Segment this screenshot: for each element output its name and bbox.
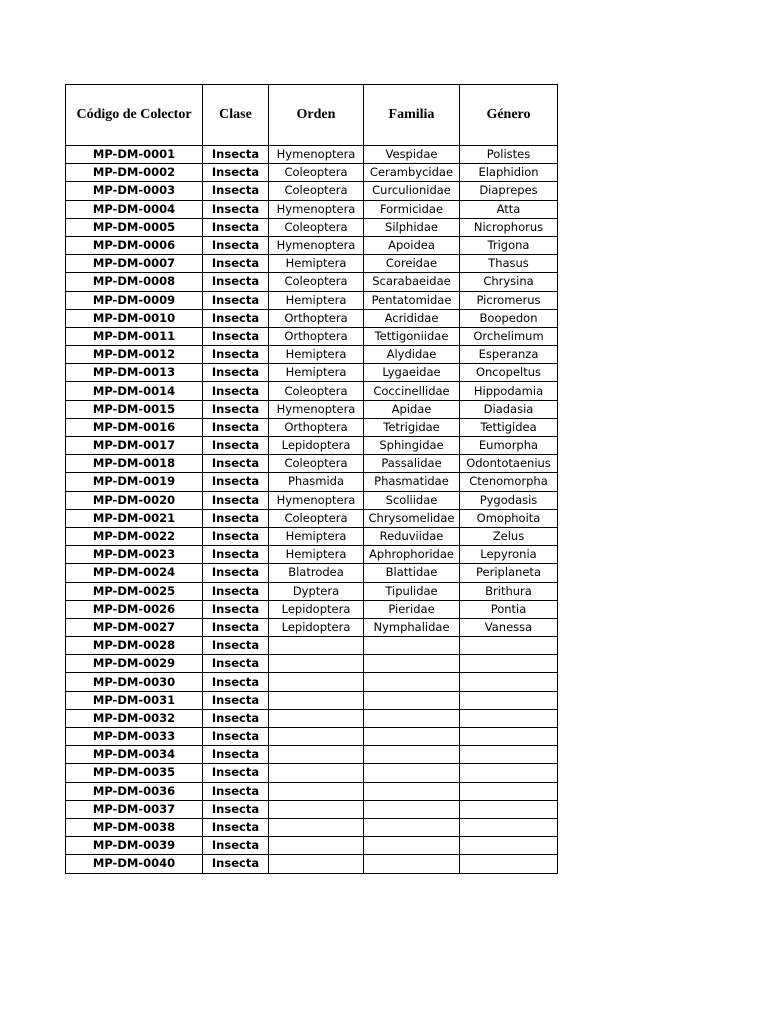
- cell-genero: [460, 764, 558, 782]
- cell-clase: Insecta: [203, 637, 269, 655]
- cell-codigo-colector: MP-DM-0026: [66, 600, 203, 618]
- cell-genero: Trigona: [460, 236, 558, 254]
- table-row: [66, 164, 558, 182]
- cell-genero: Atta: [460, 200, 558, 218]
- cell-familia: Blattidae: [364, 564, 460, 582]
- cell-familia: Reduviidae: [364, 527, 460, 545]
- table-row: [66, 364, 558, 382]
- cell-orden: Hymenoptera: [269, 400, 364, 418]
- cell-familia: Nymphalidae: [364, 618, 460, 636]
- header-orden: Orden: [269, 85, 364, 146]
- cell-clase: Insecta: [203, 146, 269, 164]
- table-row: [66, 855, 558, 873]
- cell-familia: [364, 728, 460, 746]
- cell-clase: Insecta: [203, 309, 269, 327]
- cell-genero: [460, 746, 558, 764]
- cell-codigo-colector: MP-DM-0011: [66, 327, 203, 345]
- cell-familia: Sphingidae: [364, 437, 460, 455]
- table-row: [66, 273, 558, 291]
- cell-familia: Coccinellidae: [364, 382, 460, 400]
- cell-clase: Insecta: [203, 437, 269, 455]
- cell-codigo-colector: MP-DM-0037: [66, 800, 203, 818]
- cell-clase: Insecta: [203, 236, 269, 254]
- cell-orden: Hymenoptera: [269, 491, 364, 509]
- cell-orden: [269, 637, 364, 655]
- table-row: [66, 582, 558, 600]
- cell-genero: Tettigidea: [460, 418, 558, 436]
- table-row: [66, 327, 558, 345]
- cell-codigo-colector: MP-DM-0017: [66, 437, 203, 455]
- table-row: [66, 746, 558, 764]
- cell-codigo-colector: MP-DM-0036: [66, 782, 203, 800]
- cell-clase: Insecta: [203, 564, 269, 582]
- cell-clase: Insecta: [203, 691, 269, 709]
- cell-familia: Tettigoniidae: [364, 327, 460, 345]
- cell-orden: Hymenoptera: [269, 146, 364, 164]
- cell-clase: Insecta: [203, 291, 269, 309]
- cell-orden: Coleoptera: [269, 509, 364, 527]
- cell-orden: Dyptera: [269, 582, 364, 600]
- table-row: [66, 655, 558, 673]
- cell-genero: Chrysina: [460, 273, 558, 291]
- cell-orden: Coleoptera: [269, 273, 364, 291]
- cell-orden: Coleoptera: [269, 164, 364, 182]
- cell-codigo-colector: MP-DM-0028: [66, 637, 203, 655]
- cell-familia: Chrysomelidae: [364, 509, 460, 527]
- cell-familia: [364, 837, 460, 855]
- cell-clase: Insecta: [203, 818, 269, 836]
- cell-clase: Insecta: [203, 491, 269, 509]
- cell-orden: Phasmida: [269, 473, 364, 491]
- cell-codigo-colector: MP-DM-0020: [66, 491, 203, 509]
- cell-clase: Insecta: [203, 673, 269, 691]
- cell-codigo-colector: MP-DM-0030: [66, 673, 203, 691]
- cell-codigo-colector: MP-DM-0039: [66, 837, 203, 855]
- cell-genero: [460, 673, 558, 691]
- cell-familia: Curculionidae: [364, 182, 460, 200]
- cell-orden: [269, 709, 364, 727]
- cell-clase: Insecta: [203, 728, 269, 746]
- cell-familia: [364, 800, 460, 818]
- table-row: [66, 236, 558, 254]
- cell-orden: Orthoptera: [269, 327, 364, 345]
- cell-codigo-colector: MP-DM-0009: [66, 291, 203, 309]
- table-row: [66, 818, 558, 836]
- cell-codigo-colector: MP-DM-0025: [66, 582, 203, 600]
- table-row: [66, 600, 558, 618]
- cell-familia: Passalidae: [364, 455, 460, 473]
- cell-codigo-colector: MP-DM-0024: [66, 564, 203, 582]
- cell-genero: Picromerus: [460, 291, 558, 309]
- table-row: [66, 564, 558, 582]
- cell-familia: Lygaeidae: [364, 364, 460, 382]
- cell-genero: [460, 637, 558, 655]
- cell-genero: Ctenomorpha: [460, 473, 558, 491]
- cell-clase: Insecta: [203, 746, 269, 764]
- table-row: [66, 546, 558, 564]
- cell-clase: Insecta: [203, 546, 269, 564]
- cell-codigo-colector: MP-DM-0035: [66, 764, 203, 782]
- specimen-sheet: [65, 84, 558, 874]
- cell-clase: Insecta: [203, 509, 269, 527]
- cell-clase: Insecta: [203, 837, 269, 855]
- cell-orden: [269, 800, 364, 818]
- cell-orden: Coleoptera: [269, 455, 364, 473]
- cell-genero: Thasus: [460, 255, 558, 273]
- table-header-row: [66, 85, 558, 146]
- cell-codigo-colector: MP-DM-0003: [66, 182, 203, 200]
- cell-orden: Hemiptera: [269, 527, 364, 545]
- cell-clase: Insecta: [203, 473, 269, 491]
- cell-clase: Insecta: [203, 418, 269, 436]
- cell-familia: [364, 655, 460, 673]
- cell-orden: [269, 764, 364, 782]
- table-row: [66, 182, 558, 200]
- cell-clase: Insecta: [203, 855, 269, 873]
- cell-familia: Silphidae: [364, 218, 460, 236]
- cell-genero: [460, 818, 558, 836]
- cell-genero: [460, 728, 558, 746]
- cell-orden: Lepidoptera: [269, 600, 364, 618]
- cell-familia: Vespidae: [364, 146, 460, 164]
- cell-genero: Hippodamia: [460, 382, 558, 400]
- cell-orden: [269, 818, 364, 836]
- table-row: [66, 691, 558, 709]
- cell-genero: [460, 709, 558, 727]
- cell-genero: [460, 655, 558, 673]
- cell-familia: Apidae: [364, 400, 460, 418]
- cell-familia: [364, 673, 460, 691]
- cell-orden: Hemiptera: [269, 364, 364, 382]
- cell-clase: Insecta: [203, 655, 269, 673]
- cell-orden: Hymenoptera: [269, 236, 364, 254]
- cell-genero: Nicrophorus: [460, 218, 558, 236]
- cell-familia: Acrididae: [364, 309, 460, 327]
- cell-codigo-colector: MP-DM-0029: [66, 655, 203, 673]
- cell-clase: Insecta: [203, 273, 269, 291]
- cell-genero: Diaprepes: [460, 182, 558, 200]
- header-familia: Familia: [364, 85, 460, 146]
- cell-familia: [364, 782, 460, 800]
- cell-familia: [364, 764, 460, 782]
- cell-genero: Pygodasis: [460, 491, 558, 509]
- table-row: [66, 728, 558, 746]
- cell-genero: Zelus: [460, 527, 558, 545]
- cell-orden: Lepidoptera: [269, 437, 364, 455]
- cell-codigo-colector: MP-DM-0023: [66, 546, 203, 564]
- cell-familia: [364, 746, 460, 764]
- cell-orden: Orthoptera: [269, 418, 364, 436]
- table-row: [66, 200, 558, 218]
- table-body: [66, 146, 558, 874]
- cell-familia: Scoliidae: [364, 491, 460, 509]
- cell-clase: Insecta: [203, 709, 269, 727]
- cell-codigo-colector: MP-DM-0007: [66, 255, 203, 273]
- cell-genero: Elaphidion: [460, 164, 558, 182]
- cell-clase: Insecta: [203, 618, 269, 636]
- cell-orden: Orthoptera: [269, 309, 364, 327]
- cell-clase: Insecta: [203, 527, 269, 545]
- cell-familia: Formicidae: [364, 200, 460, 218]
- cell-codigo-colector: MP-DM-0018: [66, 455, 203, 473]
- cell-codigo-colector: MP-DM-0004: [66, 200, 203, 218]
- cell-clase: Insecta: [203, 600, 269, 618]
- cell-familia: [364, 709, 460, 727]
- cell-clase: Insecta: [203, 346, 269, 364]
- table-row: [66, 455, 558, 473]
- table-row: [66, 491, 558, 509]
- cell-familia: Coreidae: [364, 255, 460, 273]
- cell-codigo-colector: MP-DM-0002: [66, 164, 203, 182]
- cell-clase: Insecta: [203, 764, 269, 782]
- cell-genero: Boopedon: [460, 309, 558, 327]
- table-row: [66, 618, 558, 636]
- cell-clase: Insecta: [203, 800, 269, 818]
- cell-orden: Blatrodea: [269, 564, 364, 582]
- table-row: [66, 800, 558, 818]
- cell-clase: Insecta: [203, 782, 269, 800]
- table-row: [66, 837, 558, 855]
- cell-codigo-colector: MP-DM-0038: [66, 818, 203, 836]
- cell-codigo-colector: MP-DM-0031: [66, 691, 203, 709]
- cell-codigo-colector: MP-DM-0027: [66, 618, 203, 636]
- cell-clase: Insecta: [203, 218, 269, 236]
- cell-codigo-colector: MP-DM-0014: [66, 382, 203, 400]
- specimen-table: [65, 84, 558, 874]
- cell-genero: [460, 855, 558, 873]
- cell-genero: Eumorpha: [460, 437, 558, 455]
- cell-genero: Periplaneta: [460, 564, 558, 582]
- cell-codigo-colector: MP-DM-0040: [66, 855, 203, 873]
- cell-orden: Hemiptera: [269, 291, 364, 309]
- cell-genero: Polistes: [460, 146, 558, 164]
- cell-familia: Aphrophoridae: [364, 546, 460, 564]
- cell-familia: Alydidae: [364, 346, 460, 364]
- cell-orden: [269, 746, 364, 764]
- table-row: [66, 146, 558, 164]
- cell-clase: Insecta: [203, 182, 269, 200]
- cell-genero: Odontotaenius: [460, 455, 558, 473]
- cell-orden: Hymenoptera: [269, 200, 364, 218]
- table-row: [66, 764, 558, 782]
- table-row: [66, 709, 558, 727]
- table-row: [66, 382, 558, 400]
- cell-genero: [460, 782, 558, 800]
- cell-genero: [460, 837, 558, 855]
- table-row: [66, 673, 558, 691]
- cell-genero: Omophoita: [460, 509, 558, 527]
- cell-familia: Pieridae: [364, 600, 460, 618]
- cell-familia: [364, 855, 460, 873]
- cell-clase: Insecta: [203, 255, 269, 273]
- cell-orden: Hemiptera: [269, 346, 364, 364]
- cell-codigo-colector: MP-DM-0012: [66, 346, 203, 364]
- cell-genero: Lepyronia: [460, 546, 558, 564]
- cell-codigo-colector: MP-DM-0019: [66, 473, 203, 491]
- cell-orden: Coleoptera: [269, 218, 364, 236]
- cell-orden: [269, 837, 364, 855]
- cell-genero: Vanessa: [460, 618, 558, 636]
- cell-codigo-colector: MP-DM-0008: [66, 273, 203, 291]
- header-codigo-colector: Código de Colector: [66, 85, 203, 146]
- cell-codigo-colector: MP-DM-0016: [66, 418, 203, 436]
- cell-clase: Insecta: [203, 364, 269, 382]
- table-row: [66, 255, 558, 273]
- cell-codigo-colector: MP-DM-0034: [66, 746, 203, 764]
- cell-orden: Coleoptera: [269, 382, 364, 400]
- cell-clase: Insecta: [203, 455, 269, 473]
- cell-codigo-colector: MP-DM-0013: [66, 364, 203, 382]
- cell-familia: Apoidea: [364, 236, 460, 254]
- table-row: [66, 400, 558, 418]
- cell-orden: Hemiptera: [269, 255, 364, 273]
- cell-orden: Hemiptera: [269, 546, 364, 564]
- cell-familia: Tetrigidae: [364, 418, 460, 436]
- cell-codigo-colector: MP-DM-0001: [66, 146, 203, 164]
- cell-codigo-colector: MP-DM-0006: [66, 236, 203, 254]
- cell-familia: Tipulidae: [364, 582, 460, 600]
- cell-genero: [460, 691, 558, 709]
- cell-orden: [269, 691, 364, 709]
- cell-familia: [364, 691, 460, 709]
- cell-orden: [269, 728, 364, 746]
- cell-orden: [269, 782, 364, 800]
- cell-clase: Insecta: [203, 400, 269, 418]
- table-row: [66, 437, 558, 455]
- cell-genero: [460, 800, 558, 818]
- cell-familia: Cerambycidae: [364, 164, 460, 182]
- cell-orden: [269, 673, 364, 691]
- table-row: [66, 218, 558, 236]
- cell-orden: [269, 655, 364, 673]
- cell-familia: [364, 818, 460, 836]
- cell-familia: Pentatomidae: [364, 291, 460, 309]
- table-row: [66, 637, 558, 655]
- cell-clase: Insecta: [203, 382, 269, 400]
- cell-clase: Insecta: [203, 200, 269, 218]
- cell-codigo-colector: MP-DM-0033: [66, 728, 203, 746]
- cell-genero: Orchelimum: [460, 327, 558, 345]
- cell-clase: Insecta: [203, 164, 269, 182]
- table-row: [66, 291, 558, 309]
- cell-clase: Insecta: [203, 582, 269, 600]
- table-row: [66, 418, 558, 436]
- table-row: [66, 782, 558, 800]
- table-row: [66, 309, 558, 327]
- cell-codigo-colector: MP-DM-0010: [66, 309, 203, 327]
- cell-orden: [269, 855, 364, 873]
- table-row: [66, 509, 558, 527]
- cell-familia: Phasmatidae: [364, 473, 460, 491]
- cell-familia: [364, 637, 460, 655]
- cell-genero: Diadasia: [460, 400, 558, 418]
- cell-familia: Scarabaeidae: [364, 273, 460, 291]
- cell-genero: Pontia: [460, 600, 558, 618]
- table-row: [66, 346, 558, 364]
- cell-clase: Insecta: [203, 327, 269, 345]
- cell-orden: Coleoptera: [269, 182, 364, 200]
- table-row: [66, 527, 558, 545]
- cell-orden: Lepidoptera: [269, 618, 364, 636]
- header-clase: Clase: [203, 85, 269, 146]
- cell-codigo-colector: MP-DM-0021: [66, 509, 203, 527]
- cell-genero: Oncopeltus: [460, 364, 558, 382]
- cell-codigo-colector: MP-DM-0022: [66, 527, 203, 545]
- cell-codigo-colector: MP-DM-0015: [66, 400, 203, 418]
- header-genero: Género: [460, 85, 558, 146]
- cell-genero: Brithura: [460, 582, 558, 600]
- cell-codigo-colector: MP-DM-0032: [66, 709, 203, 727]
- cell-codigo-colector: MP-DM-0005: [66, 218, 203, 236]
- table-row: [66, 473, 558, 491]
- cell-genero: Esperanza: [460, 346, 558, 364]
